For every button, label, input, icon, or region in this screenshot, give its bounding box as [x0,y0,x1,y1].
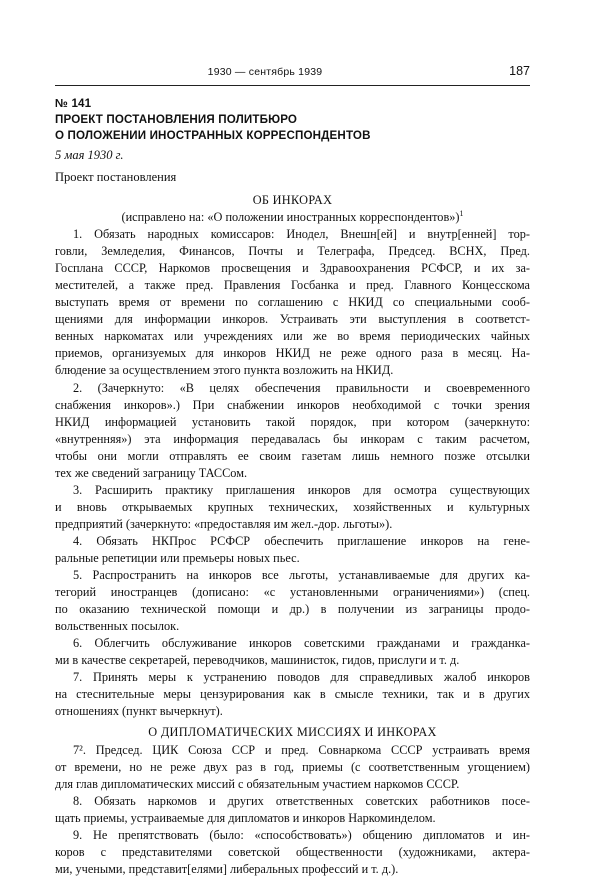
paragraph-8 [55,793,530,827]
section-title-missions: О ДИПЛОМАТИЧЕСКИХ МИССИЯХ И ИНКОРАХ [148,725,437,740]
text-line: коров с представителями советской общественности (художниками, актера- [55,844,530,859]
section-title-inkory: ОБ ИНКОРАХ [252,193,333,207]
text-line: НКИД информацией установить такой порядок, при котором (зачеркнуто: [55,414,530,429]
paragraph-3 [55,482,530,533]
paragraph-9 [55,827,530,878]
text-line: и вновь открываемых крупных технических, хозяйственных и культурных [55,499,530,514]
text-line: 9. Не препятствовать (было: «способствовать») общению дипломатов и ин- [73,827,530,842]
text-line: 7. Принять меры к устранению поводов для справедливых жалоб инкоров [73,670,530,685]
text-line: вольственных посылок. [55,619,180,634]
text-line: «внутренняя») эта информация передавалась бы инкорам с таким расчетом, [55,431,530,446]
text-line: выступать время от времени по соглашению с НКИД со специальными сооб- [55,295,530,310]
text-line: ми, учеными, представит[елями] либеральных профессий и т. д.). [55,861,399,876]
text-line: 2. (Зачеркнуто: «В целях обеспечения правильности и своевременного [73,380,530,395]
document-title-line-1: ПРОЕКТ ПОСТАНОВЛЕНИЯ ПОЛИТБЮРО [55,113,298,126]
text-line: венных наркоматах или учреждениях или же во время периодических чайных [55,329,530,344]
text-line: приемов, организуемых для инкоров НКИД не реже одного раза в месяц. На- [55,346,530,361]
text-line: 8. Обязать наркомов и других ответственных советских работников посе- [73,793,530,808]
text-line: отношениях (пункт вычеркнут). [55,704,223,719]
section-note-text: (исправлено на: «О положении иностранных корреспондентов») [121,210,460,225]
text-line: от времени, но не реже двух раз в год, приемы (с соответственным угощением) [55,759,530,774]
footnote-marker: 1 [459,208,464,218]
text-line: для глав дипломатических миссий с обязательным участием наркомов СССР. [55,776,460,791]
document-header [55,96,530,144]
text-line: 3. Расширить практику приглашения инкоров для осмотра существующих [73,482,530,497]
document-body [55,192,530,878]
paragraph-1 [55,226,530,379]
document-title-line-2: О ПОЛОЖЕНИИ ИНОСТРАННЫХ КОРРЕСПОНДЕНТОВ [55,129,371,142]
paragraph-4 [55,533,530,567]
text-line: 4. Обязать НКПрос РСФСР обеспечить приглашение инкоров на гене- [73,533,530,548]
text-line: на стеснительные меры цензурирования как в смысле техники, так и в других [55,687,530,702]
document-date: 5 мая 1930 г. [55,148,124,162]
text-line: блюдение за осуществлением этого пункта возложить на НКИД. [55,363,394,378]
text-line: тегорий иностранцев (дописано: «с установленными ограничениями») (спец. [55,585,530,600]
header-rule [55,85,530,86]
text-line: чтобы они могли отправлять ее своим газетам лишь немного позже отсылки [55,448,530,463]
paragraph-7 [55,669,530,720]
text-line: 1. Обязать народных комиссаров: Инодел, Внешн[ей] и внутр[енней] тор- [73,227,530,242]
text-line: 5. Распространить на инкоров все льготы, устанавливаемые для других ка- [73,568,530,583]
page-number: 187 [509,64,530,78]
paragraph-5 [55,567,530,635]
text-line: ральные репетиции или премьеры новых пьес. [55,550,300,565]
running-head: 1930 — сентябрь 1939 [207,66,323,78]
text-line: 6. Облегчить обслуживание инкоров советскими гражданами и гражданка- [73,636,530,651]
text-line: щениями для информации инкоров. Устраивать эти выступления в соответст- [55,312,530,327]
document-kind: Проект постановления [55,170,177,184]
paragraph-2 [55,380,530,482]
document-number: № 141 [55,97,92,110]
text-line: говли, Земледелия, Финансов, Почты и Телеграфа, Председ. ВСНХ, Пред. [55,244,530,259]
text-line: снабжения инкоров».) При снабжении инкоров необходимой с точки зрения [55,397,530,412]
paragraph-7-2 [55,742,530,793]
text-line: местителей, а также пред. Правления Госбанка и пред. Главного Концесскома [55,278,530,293]
text-line: предприятий (зачеркнуто: «предоставляя им жел.-дор. льготы»). [55,516,393,531]
paragraph-6 [55,635,530,669]
text-line: щать приемы, устраиваемые для дипломатов и инкоров Наркоминделом. [55,810,436,825]
text-line: тех же сведений заграницу ТАССом. [55,465,248,480]
text-line: Госплана СССР, Наркомов просвещения и Здравоохранения РСФСР, и их за- [55,261,530,276]
text-line: по оказанию технической помощи и др.) в получении из заграницы продо- [55,602,530,617]
text-line: ми в качестве секретарей, переводчиков, машинисток, гидов, прислуги и т. д. [55,653,460,668]
text-line: 7². Председ. ЦИК Союза ССР и пред. Совнаркома СССР устраивать время [73,742,530,757]
section-title-note [55,209,530,226]
